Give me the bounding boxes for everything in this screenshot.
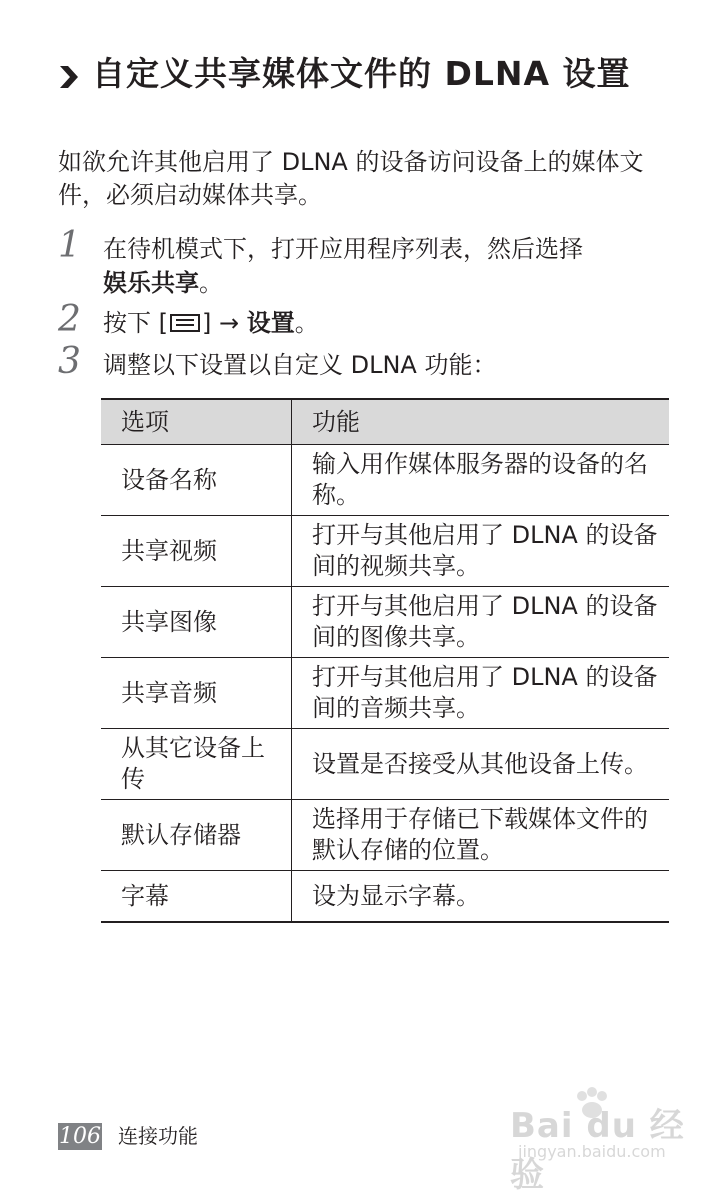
table-row [101, 800, 669, 871]
menu-key-icon [169, 313, 201, 333]
function-cell: 设为显示字幕。 [292, 871, 670, 923]
function-cell: 设置是否接受从其他设备上传。 [292, 729, 670, 800]
page-number: 106 [59, 1124, 101, 1149]
step-text: 调整以下设置以自定义 DLNA 功能： [103, 351, 497, 379]
column-header-function: 功能 [292, 399, 670, 445]
function-cell: 打开与其他启用了 DLNA 的设备间的音频共享。 [292, 658, 670, 729]
function-cell: 打开与其他启用了 DLNA 的设备间的图像共享。 [292, 587, 670, 658]
page-title: 自定义共享媒体文件的 DLNA 设置 [92, 54, 631, 93]
option-cell: 设备名称 [101, 445, 292, 516]
option-cell: 共享图像 [101, 587, 292, 658]
table-row [101, 445, 669, 516]
function-cell: 选择用于存储已下载媒体文件的默认存储的位置。 [292, 800, 670, 871]
table-header-row [101, 399, 669, 445]
option-cell: 从其它设备上传 [101, 729, 292, 800]
function-cell: 打开与其他启用了 DLNA 的设备间的视频共享。 [292, 516, 670, 587]
step-number: 1 [58, 225, 81, 266]
intro-paragraph: 如欲允许其他启用了 DLNA 的设备访问设备上的媒体文件，必须启动媒体共享。 [58, 148, 644, 209]
watermark-brand: Bai du 经验 [510, 1106, 685, 1195]
chevron-right-icon [56, 64, 80, 90]
table-row [101, 587, 669, 658]
table-row [101, 871, 669, 923]
option-cell: 共享视频 [101, 516, 292, 587]
table-row [101, 658, 669, 729]
table-row [101, 516, 669, 587]
step-number: 2 [58, 299, 81, 340]
watermark-url: jingyan.baidu.com [518, 1142, 666, 1161]
step-text: 按下 [ ] → 设置。 [103, 309, 319, 337]
option-cell: 字幕 [101, 871, 292, 923]
watermark [510, 1086, 685, 1195]
app-name: 娱乐共享 [103, 269, 199, 297]
option-cell: 默认存储器 [101, 800, 292, 871]
table-row [101, 729, 669, 800]
settings-table [101, 398, 669, 923]
footer-section-title: 连接功能 [118, 1124, 198, 1148]
step-number: 3 [58, 341, 81, 382]
step-text: 在待机模式下，打开应用程序列表，然后选择 娱乐共享。 [103, 235, 583, 297]
option-cell: 共享音频 [101, 658, 292, 729]
function-cell: 输入用作媒体服务器的设备的名称。 [292, 445, 670, 516]
settings-label: 设置 [246, 309, 295, 337]
column-header-option: 选项 [101, 399, 292, 445]
